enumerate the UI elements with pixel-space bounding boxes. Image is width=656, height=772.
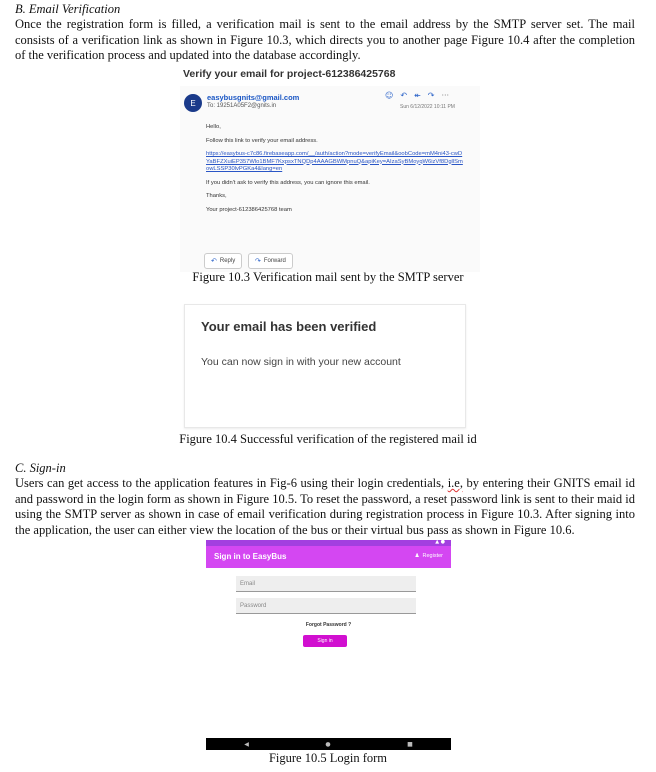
figure-login-form [206, 540, 451, 750]
ie-abbreviation: i.e, [447, 476, 463, 490]
register-label: Register [422, 553, 443, 559]
forgot-password-link[interactable]: Forgot Password ? [305, 622, 352, 628]
android-nav-bar [206, 738, 451, 750]
figure-10-4-caption: Figure 10.4 Successful verification of the registered mail id [179, 432, 477, 446]
verified-title: Your email has been verified [201, 319, 377, 334]
sign-in-paragraph-end: by entering their GNITS email id and password in the login form as shown in Figure 10.5. To reset the password, a reset password link is sent to their maid id using the SMTP server as shown in case of email verification during registration process in Figure 10.3. After signing into the application, the user can either view the location of the bus or their virtual bus pass as shown in Figure 10.6. [15, 476, 635, 537]
reply-icon[interactable]: ↶ [400, 91, 408, 100]
person-add-icon: ♟ [414, 553, 420, 559]
more-icon[interactable]: ··· [441, 91, 450, 100]
forward-button-label: Forward [263, 258, 286, 264]
section-heading-sign-in: C. Sign-in [15, 461, 66, 475]
back-icon[interactable]: ◀ [244, 740, 249, 748]
section-heading-email-verification: B. Email Verification [15, 2, 121, 16]
email-subject: Verify your email for project-612386425768 [183, 68, 396, 80]
sign-in-button[interactable]: Sign in [303, 635, 347, 647]
signal-battery-icon: ▲ ● [435, 539, 445, 545]
email-field[interactable]: Email [236, 576, 416, 592]
reply-all-icon[interactable]: ↞ [414, 91, 421, 100]
reply-button-label: Reply [219, 258, 236, 264]
recents-icon[interactable]: ■ [407, 740, 413, 748]
emoji-icon[interactable]: ☺ [385, 91, 394, 100]
email-verification-paragraph: Once the registration form is filled, a verification mail is sent to the email address by the SMTP server set. The mail consists of a verification link as shown in Figure 10.3, which directs you to another page Figure 10.4 after the completion of the verification process and updated into the database accordingly. [15, 17, 635, 63]
sender-address: easybusgnits@gmail.com [207, 93, 300, 102]
sign-in-paragraph-start: Users can get access to the application features in Fig-6 using their login credentials, [15, 476, 448, 490]
email-card [180, 86, 480, 272]
home-icon[interactable]: ● [325, 740, 331, 748]
figure-verification-email [180, 66, 480, 272]
app-bar [206, 546, 451, 568]
sender-avatar: E [184, 94, 202, 112]
email-body [206, 124, 466, 220]
verified-subtitle: You can now sign in with your new account [201, 356, 401, 368]
sign-in-paragraph [15, 476, 635, 538]
forward-arrow-icon: ↷ [255, 258, 261, 265]
email-actions [385, 91, 449, 100]
recipient-address: To: 19251A05F2@gnits.in [207, 103, 277, 109]
email-thanks: Thanks, [206, 193, 227, 199]
email-ignore-note: If you didn't ask to verify this address, you can ignore this email. [206, 179, 370, 186]
figure-email-verified [184, 304, 466, 428]
email-greeting: Hello, [206, 124, 221, 130]
forward-button[interactable] [248, 253, 293, 269]
register-button[interactable] [415, 553, 443, 559]
app-bar-title: Sign in to EasyBus [214, 552, 287, 561]
verification-link[interactable]: https://easybus-c7c86.firebaseapp.com/__/auth/action?mode=verifyEmail&oobCode=mM4ni43-cwDYaBFZXuiEP357Wlo1BMF7KxpsxTNQDp4AAAGBWMpnuQ&apiKey=AIzaSyBMoyqW6izVf8DgllSmowLSSP30lvPGKa4&lang=en [206, 151, 463, 172]
forward-icon[interactable]: ↷ [427, 91, 435, 100]
reply-arrow-icon: ↶ [211, 258, 217, 265]
email-date: Sun 6/12/2022 10:11 PM [400, 104, 455, 110]
figure-10-5-caption: Figure 10.5 Login form [268, 751, 388, 765]
email-instruction: Follow this link to verify your email address. [206, 137, 318, 144]
email-signature: Your project-612386425768 team [206, 206, 292, 213]
password-field[interactable]: Password [236, 598, 416, 614]
figure-10-3-caption: Figure 10.3 Verification mail sent by the SMTP server [192, 270, 464, 284]
reply-button[interactable] [204, 253, 242, 269]
